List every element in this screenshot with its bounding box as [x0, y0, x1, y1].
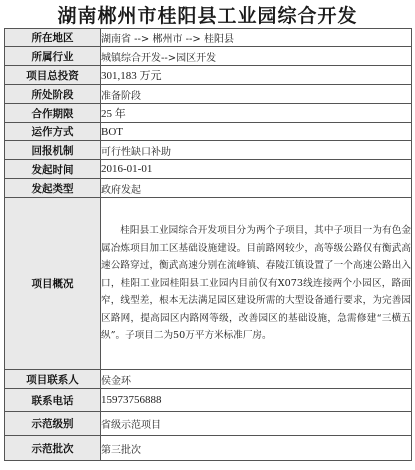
- row-label-contact: 项目联系人: [5, 370, 101, 389]
- row-value-demo-level: 省级示范项目: [101, 412, 412, 436]
- row-value-demo-batch: 第三批次: [101, 436, 412, 461]
- table-row: [5, 160, 412, 179]
- row-label-operation: 运作方式: [5, 123, 101, 141]
- table-row: [5, 436, 412, 461]
- row-value-investment: 301,183 万元: [101, 66, 412, 85]
- table-row: [5, 389, 412, 412]
- row-label-phone: 联系电话: [5, 389, 101, 412]
- row-value-contact: 侯金环: [101, 370, 412, 389]
- row-label-demo-batch: 示范批次: [5, 436, 101, 461]
- row-value-return: 可行性缺口补助: [101, 141, 412, 160]
- table-row: [5, 412, 412, 436]
- row-value-stage: 准备阶段: [101, 85, 412, 104]
- row-label-demo-level: 示范级别: [5, 412, 101, 436]
- row-value-operation: BOT: [101, 123, 412, 141]
- row-value-overview: 桂阳县工业园综合开发项目分为两个子项目，其中子项目一为有色金属冶炼项目加工区基础设施建设。目前路网较少，高等级公路仅有衡武高速公路穿过，衡武高速分别在流峰镇、春陵江镇设置了一个高速公路出入口，桂阳工业园桂阳县工业园内目前仅有X073线连接两个小园区，路面窄，线型差，根本无法满足园区建设所需的大型设备通行要求，为完善园区路网，提高园区内路网等级，改善园区的基础设施，急需修建“三横五纵”。子项目二为50万平方米标准厂房。: [101, 198, 412, 370]
- table-row: [5, 198, 412, 370]
- row-label-initiator: 发起类型: [5, 179, 101, 198]
- page-title: 湖南郴州市桂阳县工业园综合开发: [57, 4, 358, 27]
- table-row: [5, 29, 412, 47]
- row-label-region: 所在地区: [5, 29, 101, 47]
- row-label-investment: 项目总投资: [5, 66, 101, 85]
- row-label-overview: 项目概况: [5, 198, 101, 370]
- row-label-term: 合作期限: [5, 104, 101, 123]
- row-value-start-date: 2016-01-01: [101, 160, 412, 179]
- table-row: [5, 370, 412, 389]
- row-label-start-date: 发起时间: [5, 160, 101, 179]
- row-value-term: 25 年: [101, 104, 412, 123]
- table-row: [5, 66, 412, 85]
- row-value-phone: 15973756888: [101, 389, 412, 412]
- table-row: [5, 179, 412, 198]
- table-row: [5, 123, 412, 141]
- table-row: [5, 104, 412, 123]
- table-row: [5, 47, 412, 66]
- row-label-stage: 所处阶段: [5, 85, 101, 104]
- table-row: [5, 141, 412, 160]
- row-label-industry: 所属行业: [5, 47, 101, 66]
- table-row: [5, 85, 412, 104]
- row-value-industry: 城镇综合开发-->园区开发: [101, 47, 412, 66]
- row-label-return: 回报机制: [5, 141, 101, 160]
- row-value-region: 湖南省 --> 郴州市 --> 桂阳县: [101, 29, 412, 47]
- row-value-initiator: 政府发起: [101, 179, 412, 198]
- project-info-table: [4, 28, 412, 461]
